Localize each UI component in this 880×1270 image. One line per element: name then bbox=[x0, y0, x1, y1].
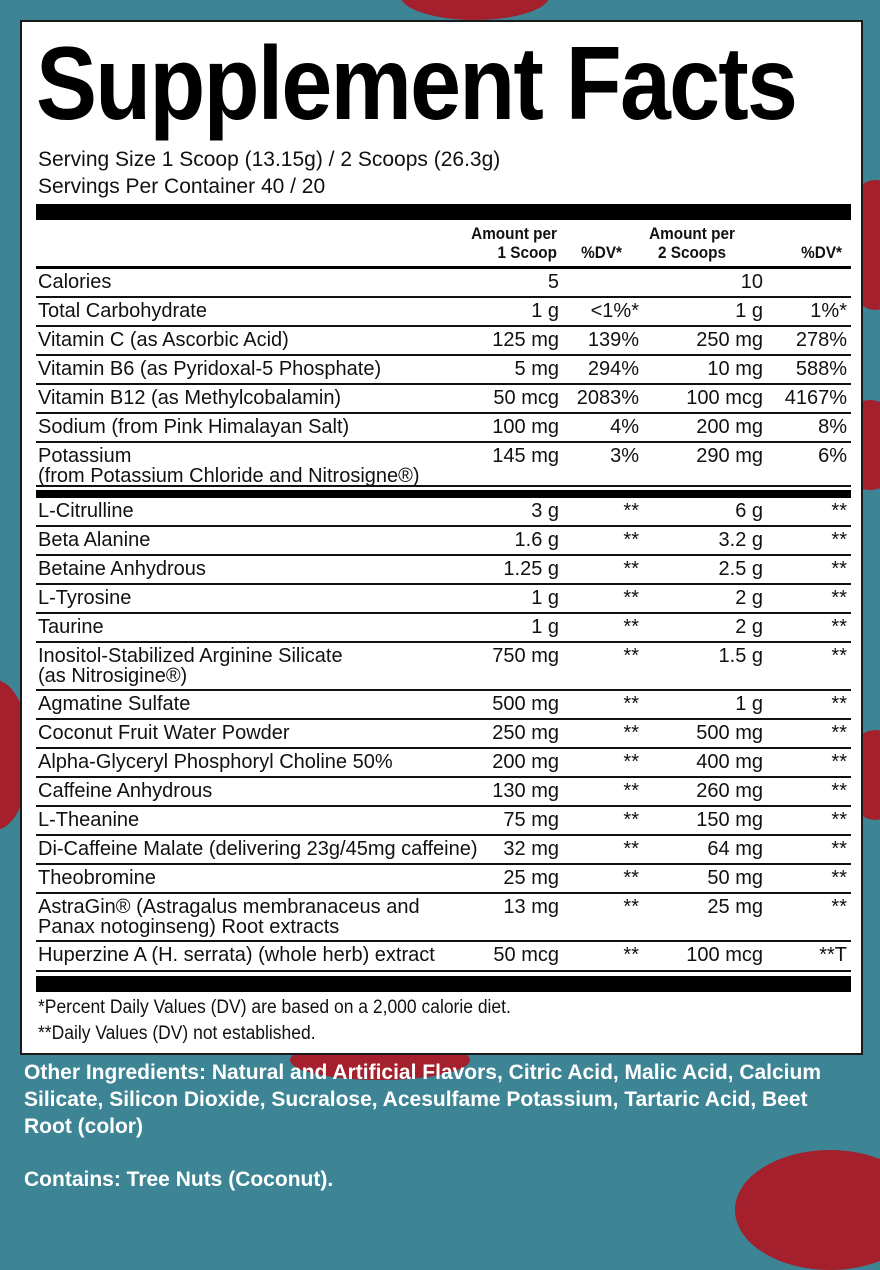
amount-per-2-scoops: 250 mg bbox=[696, 329, 763, 351]
dv-per-2-scoops: ** bbox=[831, 616, 847, 638]
amount-per-2-scoops: 100 mcg bbox=[686, 387, 763, 409]
amount-per-1-scoop: 13 mg bbox=[503, 896, 559, 918]
header-amount-1-scoop bbox=[449, 224, 557, 262]
amount-per-2-scoops: 290 mg bbox=[696, 445, 763, 467]
dv-per-2-scoops: ** bbox=[831, 529, 847, 551]
amount-per-1-scoop: 1 g bbox=[531, 300, 559, 322]
table-row bbox=[36, 836, 851, 865]
dv-per-2-scoops: 278% bbox=[795, 329, 847, 351]
amount-per-2-scoops: 150 mg bbox=[696, 809, 763, 831]
dv-per-1-scoop: 2083% bbox=[576, 387, 639, 409]
header-dv-2: %DV* bbox=[801, 243, 842, 262]
dv-per-2-scoops: ** bbox=[831, 751, 847, 773]
amount-per-1-scoop: 1.25 g bbox=[503, 558, 559, 580]
ingredient-name: Alpha-Glyceryl Phosphoryl Choline 50% bbox=[38, 751, 393, 773]
ingredient-name: Total Carbohydrate bbox=[38, 300, 207, 322]
amount-per-2-scoops: 3.2 g bbox=[718, 529, 763, 551]
table-row bbox=[36, 865, 851, 894]
dv-per-1-scoop: ** bbox=[623, 838, 639, 860]
ingredient-name: Coconut Fruit Water Powder bbox=[38, 722, 290, 744]
ingredient-name: L-Tyrosine bbox=[38, 587, 132, 609]
ingredient-name: Vitamin B6 (as Pyridoxal-5 Phosphate) bbox=[38, 358, 382, 380]
amount-per-1-scoop: 5 bbox=[547, 271, 559, 293]
dv-per-2-scoops: ** bbox=[831, 722, 847, 744]
amount-per-2-scoops: 10 bbox=[740, 271, 763, 293]
amount-per-1-scoop: 1.6 g bbox=[514, 529, 559, 551]
dv-per-2-scoops: ** bbox=[831, 645, 847, 667]
footnote-not-established: **Daily Values (DV) not established. bbox=[38, 1023, 316, 1044]
amount-per-2-scoops: 50 mg bbox=[707, 867, 763, 889]
table-row bbox=[36, 778, 851, 807]
amount-per-2-scoops: 400 mg bbox=[696, 751, 763, 773]
table-row bbox=[36, 298, 851, 327]
dv-per-1-scoop: 4% bbox=[610, 416, 639, 438]
gummy-decoration bbox=[400, 0, 550, 20]
header-amount1-line1: Amount per bbox=[471, 224, 557, 243]
amount-per-1-scoop: 250 mg bbox=[492, 722, 559, 744]
table-row bbox=[36, 556, 851, 585]
dv-per-2-scoops: ** bbox=[831, 809, 847, 831]
table-row bbox=[36, 749, 851, 778]
ingredient-name: Beta Alanine bbox=[38, 529, 151, 551]
amount-per-2-scoops: 500 mg bbox=[696, 722, 763, 744]
ingredient-name: Betaine Anhydrous bbox=[38, 558, 206, 580]
dv-per-1-scoop: 3% bbox=[610, 445, 639, 467]
amount-per-2-scoops: 100 mcg bbox=[686, 944, 763, 966]
section-divider bbox=[36, 490, 851, 498]
amount-per-1-scoop: 1 g bbox=[531, 587, 559, 609]
amount-per-2-scoops: 1 g bbox=[735, 693, 763, 715]
table-row bbox=[36, 807, 851, 836]
table-row bbox=[36, 614, 851, 643]
supplement-facts-panel bbox=[20, 20, 863, 1055]
amount-per-1-scoop: 130 mg bbox=[492, 780, 559, 802]
amount-per-1-scoop: 100 mg bbox=[492, 416, 559, 438]
amount-per-1-scoop: 32 mg bbox=[503, 838, 559, 860]
table-row bbox=[36, 691, 851, 720]
dv-per-2-scoops: 588% bbox=[795, 358, 847, 380]
dv-per-1-scoop: 294% bbox=[587, 358, 639, 380]
amount-per-1-scoop: 5 mg bbox=[514, 358, 559, 380]
ingredient-name: Taurine bbox=[38, 616, 104, 638]
dv-per-1-scoop: <1%* bbox=[590, 300, 639, 322]
table-row bbox=[36, 269, 851, 298]
amount-per-2-scoops: 1.5 g bbox=[718, 645, 763, 667]
dv-per-2-scoops: ** bbox=[831, 838, 847, 860]
ingredient-name: Vitamin B12 (as Methylcobalamin) bbox=[38, 387, 342, 409]
dv-per-1-scoop: ** bbox=[623, 722, 639, 744]
dv-per-1-scoop: ** bbox=[623, 587, 639, 609]
dv-per-2-scoops: 8% bbox=[818, 416, 847, 438]
amount-per-1-scoop: 145 mg bbox=[492, 445, 559, 467]
amount-per-2-scoops: 10 mg bbox=[707, 358, 763, 380]
amount-per-1-scoop: 25 mg bbox=[503, 867, 559, 889]
ingredient-name: Potassium bbox=[38, 445, 132, 467]
ingredient-name: Vitamin C (as Ascorbic Acid) bbox=[38, 329, 289, 351]
amount-per-2-scoops: 25 mg bbox=[707, 896, 763, 918]
table-row bbox=[36, 414, 851, 443]
dv-per-2-scoops: ** bbox=[831, 558, 847, 580]
footnote-dv: *Percent Daily Values (DV) are based on a 2,000 calorie diet. bbox=[38, 997, 511, 1018]
dv-per-1-scoop: ** bbox=[623, 751, 639, 773]
amount-per-1-scoop: 750 mg bbox=[492, 645, 559, 667]
header-amount2-line1: Amount per bbox=[649, 224, 735, 243]
table-row bbox=[36, 498, 851, 527]
table-row bbox=[36, 942, 851, 972]
ingredient-name-line2: (from Potassium Chloride and Nitrosigne®) bbox=[38, 465, 420, 487]
dv-per-2-scoops: ** bbox=[831, 693, 847, 715]
table-row bbox=[36, 356, 851, 385]
servings-per-container: Servings Per Container 40 / 20 bbox=[38, 175, 326, 198]
dv-per-1-scoop: ** bbox=[623, 809, 639, 831]
dv-per-1-scoop: ** bbox=[623, 780, 639, 802]
panel-title: Supplement Facts bbox=[36, 26, 797, 142]
serving-size: Serving Size 1 Scoop (13.15g) / 2 Scoops (26.3g) bbox=[38, 148, 501, 171]
amount-per-1-scoop: 3 g bbox=[531, 500, 559, 522]
dv-per-2-scoops: 6% bbox=[818, 445, 847, 467]
header-dv-1: %DV* bbox=[581, 243, 622, 262]
ingredient-name: Huperzine A (H. serrata) (whole herb) extract bbox=[38, 944, 435, 966]
amount-per-1-scoop: 200 mg bbox=[492, 751, 559, 773]
table-row bbox=[36, 585, 851, 614]
ingredient-name: Theobromine bbox=[38, 867, 156, 889]
ingredient-name-line2: (as Nitrosigine®) bbox=[38, 665, 188, 687]
dv-per-1-scoop: ** bbox=[623, 558, 639, 580]
dv-per-2-scoops: ** bbox=[831, 587, 847, 609]
thick-divider-bottom bbox=[36, 976, 851, 992]
ingredient-name: Agmatine Sulfate bbox=[38, 693, 191, 715]
dv-per-2-scoops: ** bbox=[831, 867, 847, 889]
allergen-statement: Contains: Tree Nuts (Coconut). bbox=[24, 1168, 334, 1191]
table-row bbox=[36, 527, 851, 556]
ingredient-name: Calories bbox=[38, 271, 112, 293]
table-row bbox=[36, 443, 851, 487]
ingredient-name: Inositol-Stabilized Arginine Silicate bbox=[38, 645, 343, 667]
table-row bbox=[36, 385, 851, 414]
dv-per-2-scoops: ** bbox=[831, 780, 847, 802]
dv-per-1-scoop: ** bbox=[623, 529, 639, 551]
amount-per-2-scoops: 2.5 g bbox=[718, 558, 763, 580]
dv-per-1-scoop: ** bbox=[623, 616, 639, 638]
dv-per-1-scoop: ** bbox=[623, 693, 639, 715]
amount-per-1-scoop: 500 mg bbox=[492, 693, 559, 715]
dv-per-2-scoops: **T bbox=[819, 944, 847, 966]
dv-per-2-scoops: 1%* bbox=[810, 300, 847, 322]
table-row bbox=[36, 327, 851, 356]
ingredient-name: L-Citrulline bbox=[38, 500, 134, 522]
table-row bbox=[36, 720, 851, 749]
amount-per-1-scoop: 50 mcg bbox=[493, 387, 559, 409]
dv-per-1-scoop: ** bbox=[623, 645, 639, 667]
amount-per-1-scoop: 125 mg bbox=[492, 329, 559, 351]
ingredient-name: L-Theanine bbox=[38, 809, 140, 831]
amount-per-2-scoops: 2 g bbox=[735, 616, 763, 638]
amount-per-1-scoop: 75 mg bbox=[503, 809, 559, 831]
ingredient-name: AstraGin® (Astragalus membranaceus and bbox=[38, 896, 420, 918]
header-amount-2-scoops bbox=[647, 224, 737, 262]
dv-per-2-scoops: 4167% bbox=[784, 387, 847, 409]
ingredient-name: Di-Caffeine Malate (delivering 23g/45mg caffeine) bbox=[38, 838, 478, 860]
ingredient-name-line2: Panax notoginseng) Root extracts bbox=[38, 916, 340, 938]
amount-per-2-scoops: 64 mg bbox=[707, 838, 763, 860]
amount-per-2-scoops: 1 g bbox=[735, 300, 763, 322]
dv-per-1-scoop: ** bbox=[623, 944, 639, 966]
amount-per-2-scoops: 200 mg bbox=[696, 416, 763, 438]
header-amount1-line2: 1 Scoop bbox=[497, 243, 557, 262]
amount-per-2-scoops: 2 g bbox=[735, 587, 763, 609]
dv-per-1-scoop: ** bbox=[623, 500, 639, 522]
dv-per-1-scoop: ** bbox=[623, 896, 639, 918]
table-row bbox=[36, 643, 851, 691]
ingredient-name: Sodium (from Pink Himalayan Salt) bbox=[38, 416, 350, 438]
amount-per-2-scoops: 6 g bbox=[735, 500, 763, 522]
ingredient-name: Caffeine Anhydrous bbox=[38, 780, 213, 802]
amount-per-2-scoops: 260 mg bbox=[696, 780, 763, 802]
amount-per-1-scoop: 50 mcg bbox=[493, 944, 559, 966]
dv-per-1-scoop: 139% bbox=[587, 329, 639, 351]
table-row bbox=[36, 894, 851, 942]
amount-per-1-scoop: 1 g bbox=[531, 616, 559, 638]
thick-divider bbox=[36, 204, 851, 220]
dv-per-1-scoop: ** bbox=[623, 867, 639, 889]
dv-per-2-scoops: ** bbox=[831, 500, 847, 522]
other-ingredients: Other Ingredients: Natural and Artificial Flavors, Citric Acid, Malic Acid, Calcium Silicate, Silicon Dioxide, Sucralose, Acesulfame Potassium, Tartaric Acid, Beet Root (color) bbox=[24, 1061, 822, 1138]
header-amount2-line2: 2 Scoops bbox=[657, 243, 727, 262]
dv-per-2-scoops: ** bbox=[831, 896, 847, 918]
